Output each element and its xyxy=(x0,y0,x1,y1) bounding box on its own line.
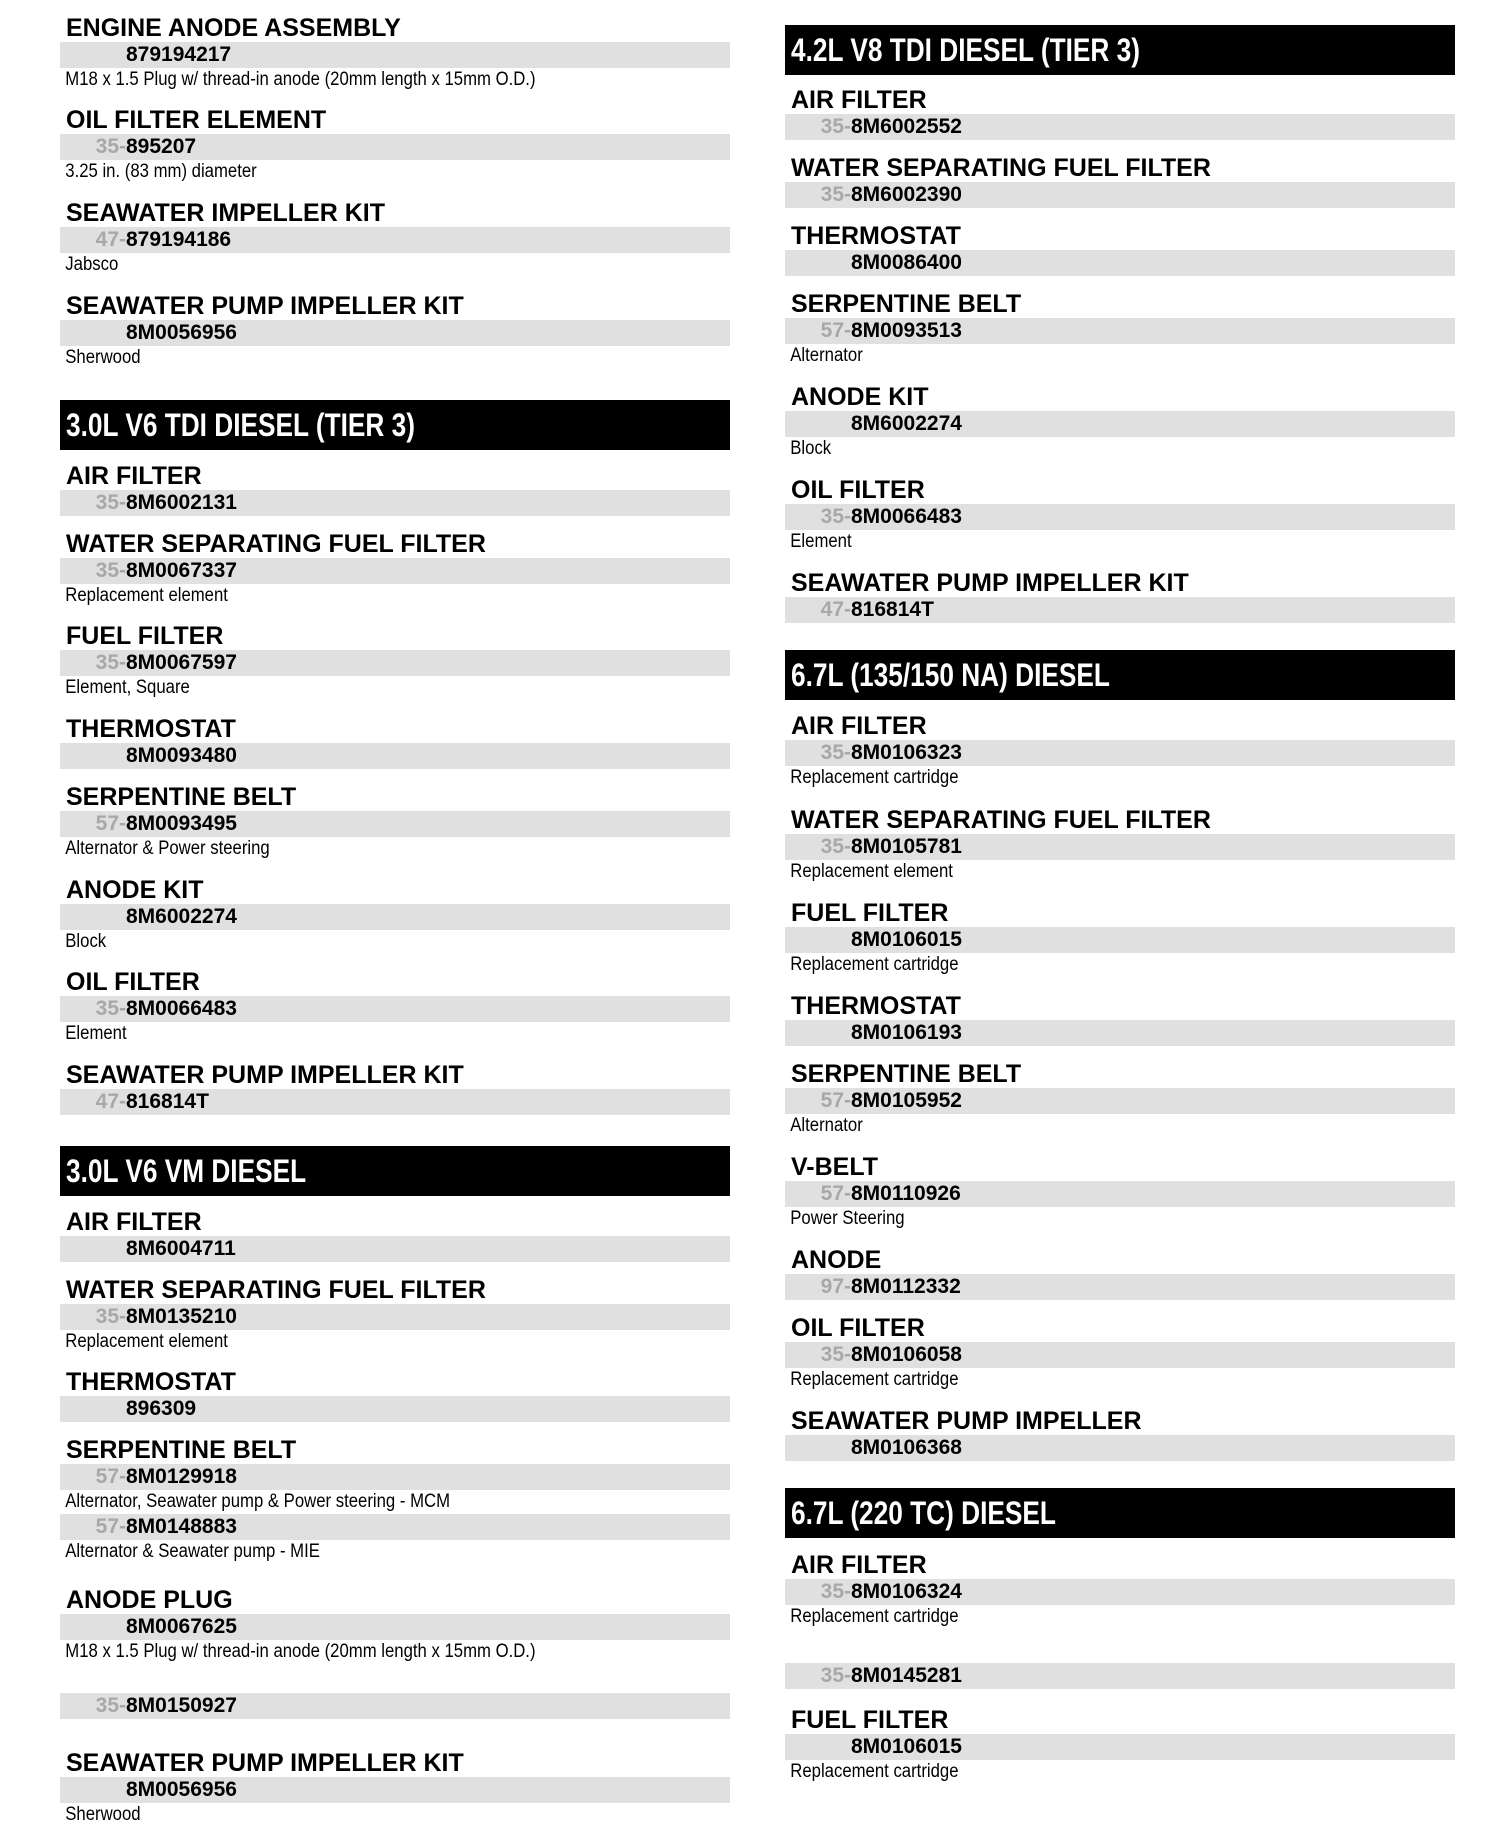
part-number-row xyxy=(785,834,1455,860)
part-description: Replacement cartridge xyxy=(790,954,959,975)
part-number-row xyxy=(785,740,1455,766)
part-number: 8M0066483 xyxy=(851,505,962,528)
part-description: Jabsco xyxy=(65,254,119,275)
part-number: 8M0093513 xyxy=(851,319,962,342)
part-description-line xyxy=(60,1640,730,1664)
section-block xyxy=(785,650,1455,700)
part-number-prefix: 35- xyxy=(95,651,126,674)
part-description: Block xyxy=(65,931,107,952)
part-name: THERMOSTAT xyxy=(66,1368,236,1396)
part-entry xyxy=(60,1276,730,1354)
part-number: 8M6002131 xyxy=(126,491,237,514)
part-number-row xyxy=(60,42,730,68)
part-number: 8M0106015 xyxy=(851,928,962,951)
part-name: FUEL FILTER xyxy=(66,622,224,650)
part-number-row xyxy=(60,1236,730,1262)
part-number-prefix: 35- xyxy=(95,1305,126,1328)
part-number-row xyxy=(60,1614,730,1640)
part-name: ANODE xyxy=(791,1246,882,1274)
part-number-prefix: 35- xyxy=(820,115,851,138)
part-entry xyxy=(785,383,1455,461)
part-entry xyxy=(785,86,1455,140)
part-number: 8M0105781 xyxy=(851,835,962,858)
part-number-prefix: 35- xyxy=(95,135,126,158)
part-description: Sherwood xyxy=(65,1804,141,1825)
part-number: 8M0150927 xyxy=(126,1694,237,1717)
part-number: 879194186 xyxy=(126,228,232,251)
part-description: Power Steering xyxy=(790,1208,905,1229)
part-name: WATER SEPARATING FUEL FILTER xyxy=(66,530,486,558)
part-name: THERMOSTAT xyxy=(791,992,961,1020)
part-description: Replacement element xyxy=(65,585,228,606)
part-entry xyxy=(60,783,730,861)
part-number-row xyxy=(60,1464,730,1490)
part-number-prefix: 35- xyxy=(95,1694,126,1717)
part-name: AIR FILTER xyxy=(791,712,927,740)
part-number-row xyxy=(60,1514,730,1540)
part-description-line xyxy=(785,766,1455,790)
part-number-prefix: 57- xyxy=(95,812,126,835)
part-number: 8M0106015 xyxy=(851,1735,962,1758)
part-number-row xyxy=(60,811,730,837)
part-number-row xyxy=(785,250,1455,276)
part-description: Replacement cartridge xyxy=(790,767,959,788)
part-description-line xyxy=(785,344,1455,368)
part-name: ENGINE ANODE ASSEMBLY xyxy=(66,14,401,42)
part-number: 8M6004711 xyxy=(126,1237,236,1260)
part-description-line xyxy=(785,530,1455,554)
part-name: FUEL FILTER xyxy=(791,899,949,927)
part-number-row xyxy=(785,1435,1455,1461)
section-title: 4.2L V8 TDI DIESEL (TIER 3) xyxy=(791,32,1140,68)
part-entry xyxy=(785,1551,1455,1629)
section-block xyxy=(785,25,1455,75)
part-description: Replacement cartridge xyxy=(790,1369,959,1390)
part-number-row xyxy=(785,1088,1455,1114)
part-name: SERPENTINE BELT xyxy=(66,783,297,811)
part-entry xyxy=(60,106,730,184)
part-number: 8M0093480 xyxy=(126,744,237,767)
part-number: 895207 xyxy=(126,135,197,158)
part-description: Element, Square xyxy=(65,677,190,698)
part-entry xyxy=(60,1061,730,1115)
part-number: 8M6002274 xyxy=(851,412,962,435)
part-description: Element xyxy=(790,531,852,552)
part-entry xyxy=(60,1436,730,1564)
part-description: Replacement cartridge xyxy=(790,1606,959,1627)
part-entry xyxy=(785,806,1455,884)
part-name: AIR FILTER xyxy=(66,1208,202,1236)
part-description: Alternator xyxy=(790,1115,863,1136)
part-number-row xyxy=(785,1274,1455,1300)
part-description: Alternator & Power steering xyxy=(65,838,270,859)
part-description: Block xyxy=(790,438,832,459)
part-description: Element xyxy=(65,1023,127,1044)
section-header xyxy=(60,1146,730,1196)
part-entry xyxy=(785,992,1455,1046)
part-description-line xyxy=(785,437,1455,461)
part-entry xyxy=(785,1060,1455,1138)
part-description-line xyxy=(60,1022,730,1046)
part-number: 816814T xyxy=(851,598,934,621)
part-description-line xyxy=(60,1490,730,1514)
part-number-row xyxy=(785,114,1455,140)
part-name: SERPENTINE BELT xyxy=(66,1436,297,1464)
part-name: ANODE KIT xyxy=(66,876,204,904)
part-name: OIL FILTER xyxy=(791,1314,925,1342)
part-number-row xyxy=(785,1663,1455,1689)
part-description: Alternator xyxy=(790,345,863,366)
part-name: WATER SEPARATING FUEL FILTER xyxy=(66,1276,486,1304)
part-number-row xyxy=(60,743,730,769)
part-number-prefix: 35- xyxy=(820,1343,851,1366)
section-title: 3.0L V6 VM DIESEL xyxy=(66,1153,307,1189)
part-number-row xyxy=(785,1579,1455,1605)
part-number: 8M0056956 xyxy=(126,321,237,344)
part-name: ANODE PLUG xyxy=(66,1586,233,1614)
part-entry xyxy=(785,290,1455,368)
part-number-prefix: 35- xyxy=(820,1664,851,1687)
part-name: SERPENTINE BELT xyxy=(791,290,1022,318)
part-number: 8M0106058 xyxy=(851,1343,962,1366)
section-block xyxy=(60,1146,730,1196)
part-description-line xyxy=(60,676,730,700)
part-description-line xyxy=(60,1803,730,1827)
part-number-prefix: 47- xyxy=(95,1090,126,1113)
part-description: Replacement cartridge xyxy=(790,1761,959,1782)
part-entry xyxy=(785,1706,1455,1784)
part-number: 8M0148883 xyxy=(126,1515,237,1538)
part-number-prefix: 35- xyxy=(95,997,126,1020)
part-number: 8M0145281 xyxy=(851,1664,962,1687)
section-block xyxy=(785,1488,1455,1538)
part-number-prefix: 57- xyxy=(95,1515,126,1538)
part-number-row xyxy=(60,1089,730,1115)
part-name: ANODE KIT xyxy=(791,383,929,411)
part-entry xyxy=(785,1314,1455,1392)
part-name: OIL FILTER xyxy=(791,476,925,504)
part-description-line xyxy=(60,1330,730,1354)
part-name: SERPENTINE BELT xyxy=(791,1060,1022,1088)
part-number-row xyxy=(785,182,1455,208)
part-name: WATER SEPARATING FUEL FILTER xyxy=(791,154,1211,182)
part-number: 8M0056956 xyxy=(126,1778,237,1801)
section-block xyxy=(60,400,730,450)
part-description: Replacement element xyxy=(65,1331,228,1352)
section-title: 6.7L (220 TC) DIESEL xyxy=(791,1495,1056,1531)
part-name: WATER SEPARATING FUEL FILTER xyxy=(791,806,1211,834)
part-number-row xyxy=(60,227,730,253)
part-description: Sherwood xyxy=(65,347,141,368)
part-number: 8M0093495 xyxy=(126,812,237,835)
part-number-prefix: 35- xyxy=(820,1580,851,1603)
part-description-line xyxy=(785,1368,1455,1392)
part-number: 8M0112332 xyxy=(851,1275,961,1298)
part-number: 8M0067337 xyxy=(126,559,237,582)
part-number: 879194217 xyxy=(126,43,232,66)
section-header xyxy=(785,1488,1455,1538)
part-number-row xyxy=(60,320,730,346)
part-description: M18 x 1.5 Plug w/ thread-in anode (20mm length x 15mm O.D.) xyxy=(65,1641,536,1662)
part-number: 8M0086400 xyxy=(851,251,962,274)
part-number: 8M0066483 xyxy=(126,997,237,1020)
part-entry xyxy=(60,1693,730,1719)
part-entry xyxy=(785,899,1455,977)
section-header xyxy=(60,400,730,450)
part-number-row xyxy=(60,904,730,930)
part-name: FUEL FILTER xyxy=(791,1706,949,1734)
part-description-line xyxy=(785,860,1455,884)
part-entry xyxy=(785,1407,1455,1461)
part-number: 8M0067597 xyxy=(126,651,237,674)
part-description: M18 x 1.5 Plug w/ thread-in anode (20mm length x 15mm O.D.) xyxy=(65,69,536,90)
part-entry xyxy=(785,712,1455,790)
part-number-row xyxy=(785,927,1455,953)
part-entry xyxy=(60,462,730,516)
part-entry xyxy=(60,1208,730,1262)
part-description-line xyxy=(785,953,1455,977)
part-number: 8M0135210 xyxy=(126,1305,237,1328)
part-number-row xyxy=(60,996,730,1022)
part-entry xyxy=(60,530,730,608)
part-number-prefix: 47- xyxy=(95,228,126,251)
part-number-row xyxy=(60,1396,730,1422)
part-description-line xyxy=(785,1207,1455,1231)
part-entry xyxy=(785,476,1455,554)
part-name: SEAWATER PUMP IMPELLER xyxy=(791,1407,1142,1435)
part-entry xyxy=(60,622,730,700)
part-name: SEAWATER PUMP IMPELLER KIT xyxy=(66,1749,464,1777)
part-name: V-BELT xyxy=(791,1153,879,1181)
part-entry xyxy=(60,968,730,1046)
part-entry xyxy=(60,14,730,92)
part-number: 8M0106368 xyxy=(851,1436,962,1459)
part-number-row xyxy=(785,318,1455,344)
part-name: SEAWATER PUMP IMPELLER KIT xyxy=(791,569,1189,597)
part-description-line xyxy=(60,837,730,861)
part-number: 896309 xyxy=(126,1397,197,1420)
part-number-prefix: 57- xyxy=(820,1182,851,1205)
part-number-prefix: 57- xyxy=(95,1465,126,1488)
part-name: OIL FILTER ELEMENT xyxy=(66,106,327,134)
part-number: 8M0106323 xyxy=(851,741,962,764)
part-name: OIL FILTER xyxy=(66,968,200,996)
part-description-line xyxy=(60,253,730,277)
part-number: 8M0110926 xyxy=(851,1182,961,1205)
part-name: THERMOSTAT xyxy=(66,715,236,743)
part-description-line xyxy=(60,584,730,608)
part-number: 8M0067625 xyxy=(126,1615,237,1638)
part-entry xyxy=(785,154,1455,208)
part-number-prefix: 35- xyxy=(820,835,851,858)
part-description-line xyxy=(785,1760,1455,1784)
part-number: 8M6002274 xyxy=(126,905,237,928)
part-entry xyxy=(60,292,730,370)
part-number: 8M6002552 xyxy=(851,115,962,138)
part-entry xyxy=(60,876,730,954)
part-number-prefix: 35- xyxy=(820,183,851,206)
part-entry xyxy=(60,1749,730,1827)
part-number-prefix: 35- xyxy=(95,491,126,514)
part-number: 8M0106324 xyxy=(851,1580,962,1603)
part-number-row xyxy=(785,504,1455,530)
part-name: SEAWATER IMPELLER KIT xyxy=(66,199,385,227)
part-number-row xyxy=(60,558,730,584)
part-description-line xyxy=(60,1540,730,1564)
part-number: 8M6002390 xyxy=(851,183,962,206)
part-description-line xyxy=(785,1114,1455,1138)
part-description-line xyxy=(60,160,730,184)
part-number-prefix: 35- xyxy=(820,505,851,528)
part-number-row xyxy=(60,650,730,676)
section-title: 3.0L V6 TDI DIESEL (TIER 3) xyxy=(66,407,415,443)
part-number-row xyxy=(60,134,730,160)
part-number-prefix: 97- xyxy=(820,1275,851,1298)
part-description-line xyxy=(785,1605,1455,1629)
part-entry xyxy=(60,1368,730,1422)
part-name: SEAWATER PUMP IMPELLER KIT xyxy=(66,1061,464,1089)
part-entry xyxy=(60,715,730,769)
part-number-prefix: 57- xyxy=(820,1089,851,1112)
part-number-row xyxy=(60,1693,730,1719)
section-header xyxy=(785,650,1455,700)
section-title: 6.7L (135/150 NA) DIESEL xyxy=(791,657,1110,693)
part-name: AIR FILTER xyxy=(791,86,927,114)
part-number-prefix: 35- xyxy=(820,741,851,764)
part-number-row xyxy=(785,1342,1455,1368)
part-number-row xyxy=(60,490,730,516)
part-number: 8M0106193 xyxy=(851,1021,962,1044)
part-number-prefix: 35- xyxy=(95,559,126,582)
part-entry xyxy=(785,1246,1455,1300)
part-number-row xyxy=(785,597,1455,623)
part-name: SEAWATER PUMP IMPELLER KIT xyxy=(66,292,464,320)
part-entry xyxy=(785,1153,1455,1231)
part-number-prefix: 47- xyxy=(820,598,851,621)
part-description: Alternator, Seawater pump & Power steering - MCM xyxy=(65,1491,451,1512)
part-description-line xyxy=(60,346,730,370)
part-number: 8M0129918 xyxy=(126,1465,237,1488)
part-entry xyxy=(785,1663,1455,1689)
part-description: 3.25 in. (83 mm) diameter xyxy=(65,161,257,182)
part-number: 816814T xyxy=(126,1090,209,1113)
part-number-row xyxy=(785,1181,1455,1207)
part-name: AIR FILTER xyxy=(66,462,202,490)
part-entry xyxy=(785,569,1455,623)
part-number-row xyxy=(785,1734,1455,1760)
section-header xyxy=(785,25,1455,75)
part-description-line xyxy=(60,930,730,954)
part-entry xyxy=(60,199,730,277)
part-number: 8M0105952 xyxy=(851,1089,962,1112)
part-entry xyxy=(60,1586,730,1664)
part-name: THERMOSTAT xyxy=(791,222,961,250)
part-description: Replacement element xyxy=(790,861,953,882)
part-entry xyxy=(785,222,1455,276)
part-number-row xyxy=(785,1020,1455,1046)
part-description-line xyxy=(60,68,730,92)
part-number-row xyxy=(60,1777,730,1803)
part-number-prefix: 57- xyxy=(820,319,851,342)
part-description: Alternator & Seawater pump - MIE xyxy=(65,1541,320,1562)
part-number-row xyxy=(60,1304,730,1330)
part-name: AIR FILTER xyxy=(791,1551,927,1579)
part-number-row xyxy=(785,411,1455,437)
